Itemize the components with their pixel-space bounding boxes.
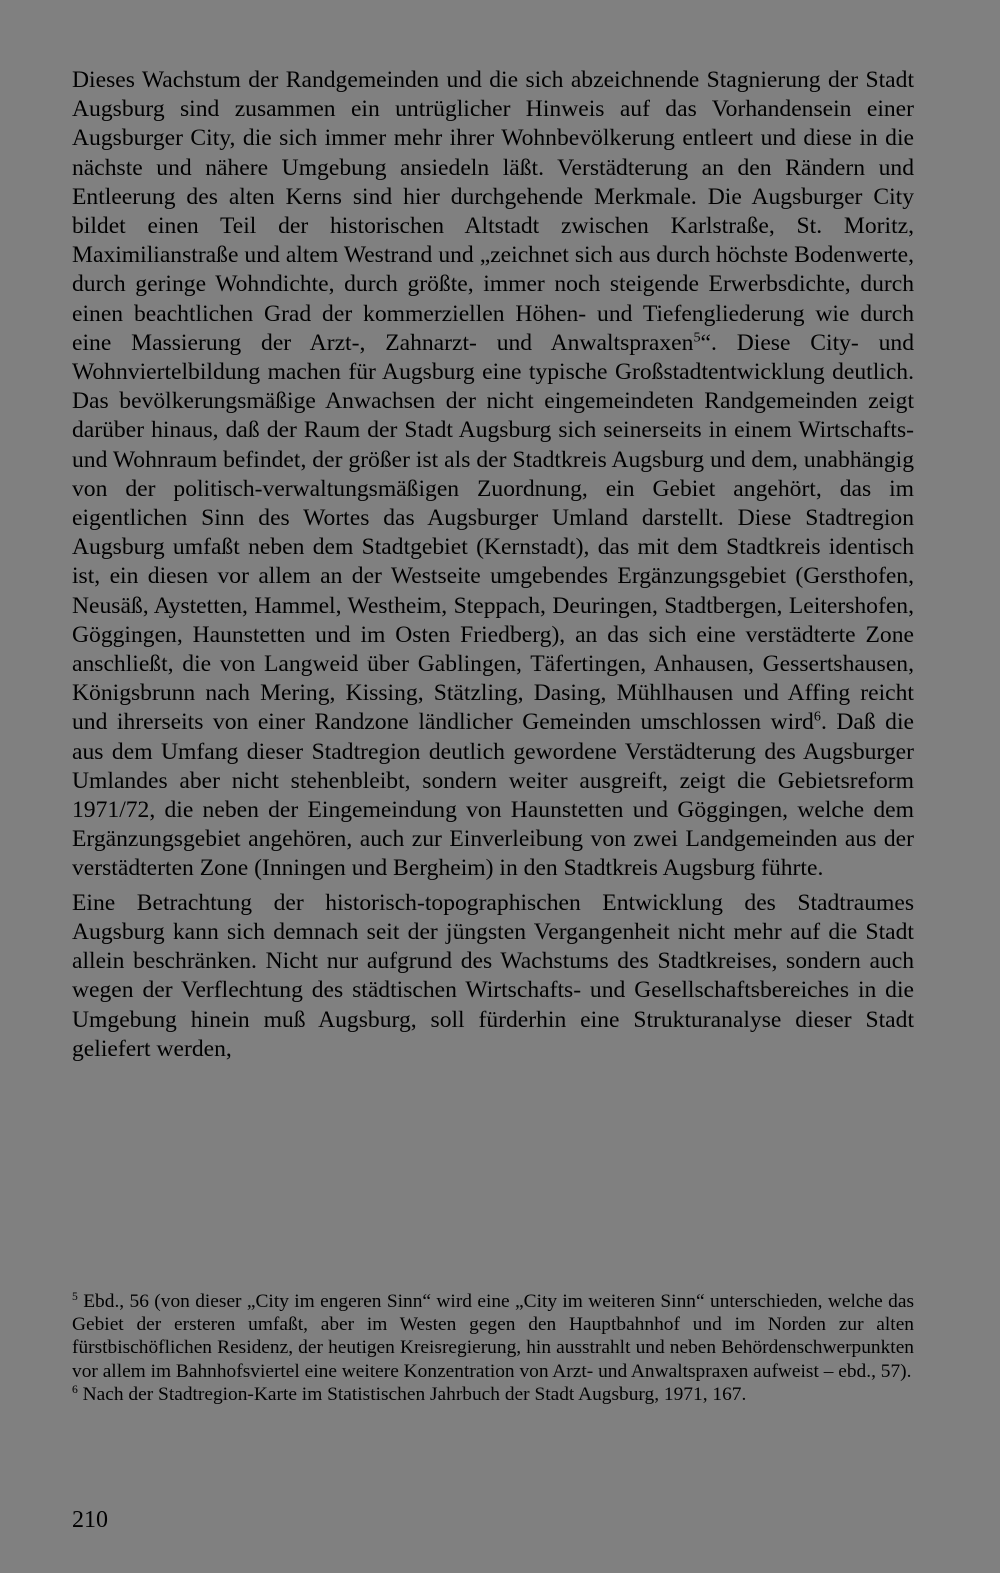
- footnotes: [72, 1290, 914, 1406]
- footnote: [72, 1383, 914, 1406]
- footnote-text: Ebd., 56 (von dieser „City im engeren Sinn“ wird eine „City im weiteren Sinn“ unterschieden, welche das Gebiet der ersteren umfaßt, aber im Westen gegen den Hauptbahnhof und im Norden zur alten fürstbischöflichen Residenz, der heutigen Kreisregierung, hin ausstrahlt und neben Behördenschwerpunkten vor allem im Bahnhofsviertel eine weitere Konzentration von Arzt- und Anwaltspraxen aufweist – ebd., 57).: [72, 1291, 914, 1382]
- footnote-text: Nach der Stadtregion-Karte im Statistischen Jahrbuch der Stadt Augsburg, 1971, 167.: [82, 1383, 747, 1405]
- paragraph-text: “. Diese City- und Wohnviertelbildung machen für Augsburg eine typische Großstadtentwicklung deutlich. Das bevölkerungsmäßige Anwachsen der nicht eingemeindeten Randgemeinden zeigt darüber hinaus, daß der Raum der Stadt Augsburg sich seinerseits in einem Wirtschafts- und Wohnraum befindet, der größer ist als der Stadtkreis Augsburg und dem, unabhängig von der politisch-verwaltungsmäßigen Zuordnung, ein Gebiet angehört, das im eigentlichen Sinn des Wortes das Augsburger Umland darstellt. Diese Stadtregion Augsburg umfaßt neben dem Stadtgebiet (Kernstadt), das mit dem Stadtkreis identisch ist, ein diesen vor allem an der Westseite umgebendes Ergänzungsgebiet (Gersthofen, Neusäß, Aystetten, Hammel, Westheim, Steppach, Deuringen, Stadtbergen, Leitershofen, Göggingen, Haunstetten und im Osten Friedberg), an das sich eine verstädterte Zone anschließt, die von Langweid über Gablingen, Täfertingen, Anhausen, Gessertshausen, Königsbrunn nach Mering, Kissing, Stätzling, Dasing, Mühlhausen und Affing reicht und ihrerseits von einer Randzone ländlicher Gemeinden umschlossen wird: [72, 329, 914, 736]
- paragraph: [72, 66, 914, 884]
- paragraph-text: Eine Betrachtung der historisch-topographischen Entwicklung des Stadtraumes Augsburg kann sich demnach seit der jüngsten Vergangenheit nicht mehr auf die Stadt allein beschränken. Nicht nur aufgrund des Wachstums des Stadtkreises, sondern auch wegen der Verflechtung des städtischen Wirtschafts- und Gesellschaftsbereiches in die Umgebung hinein muß Augsburg, soll fürderhin eine Strukturanalyse dieser Stadt geliefert werden,: [72, 889, 914, 1062]
- footnote-number: 6: [72, 1382, 78, 1396]
- paragraph: [72, 889, 914, 1064]
- footnote-number: 5: [72, 1290, 78, 1304]
- footnote-reference: 6: [813, 708, 821, 725]
- paragraph-text: Dieses Wachstum der Randgemeinden und die sich abzeichnende Stagnierung der Stadt Augsburg sind zusammen ein untrüglicher Hinweis auf das Vorhandensein einer Augsburger City, die sich immer mehr ihrer Wohnbevölkerung entleert und diese in die nächste und nähere Umgebung ansiedeln läßt. Verstädterung an den Rändern und Entleerung des alten Kerns sind hier durchgehende Merkmale. Die Augsburger City bildet einen Teil der historischen Altstadt zwischen Karlstraße, St. Moritz, Maximilianstraße und altem Westrand und „zeichnet sich aus durch höchste Bodenwerte, durch geringe Wohndichte, durch größte, immer noch steigende Erwerbsdichte, durch einen beachtlichen Grad der kommerziellen Höhen- und Tiefengliederung wie durch eine Massierung der Arzt-, Zahnarzt- und Anwaltspraxen: [72, 67, 914, 356]
- paragraph-text: . Daß die aus dem Umfang dieser Stadtregion deutlich gewordene Verstädterung des Augsburger Umlandes aber nicht stehenbleibt, sondern weiter ausgreift, zeigt die Gebietsreform 1971/72, die neben der Eingemeindung von Haunstetten und Göggingen, welche dem Ergänzungsgebiet angehören, auch zur Einverleibung von zwei Landgemeinden aus der verstädterten Zone (Inningen und Bergheim) in den Stadtkreis Augsburg führte.: [72, 709, 915, 882]
- footnote: [72, 1290, 914, 1383]
- main-text: [72, 66, 914, 1064]
- footnote-reference: 5: [693, 329, 701, 346]
- page-number: 210: [72, 1507, 108, 1533]
